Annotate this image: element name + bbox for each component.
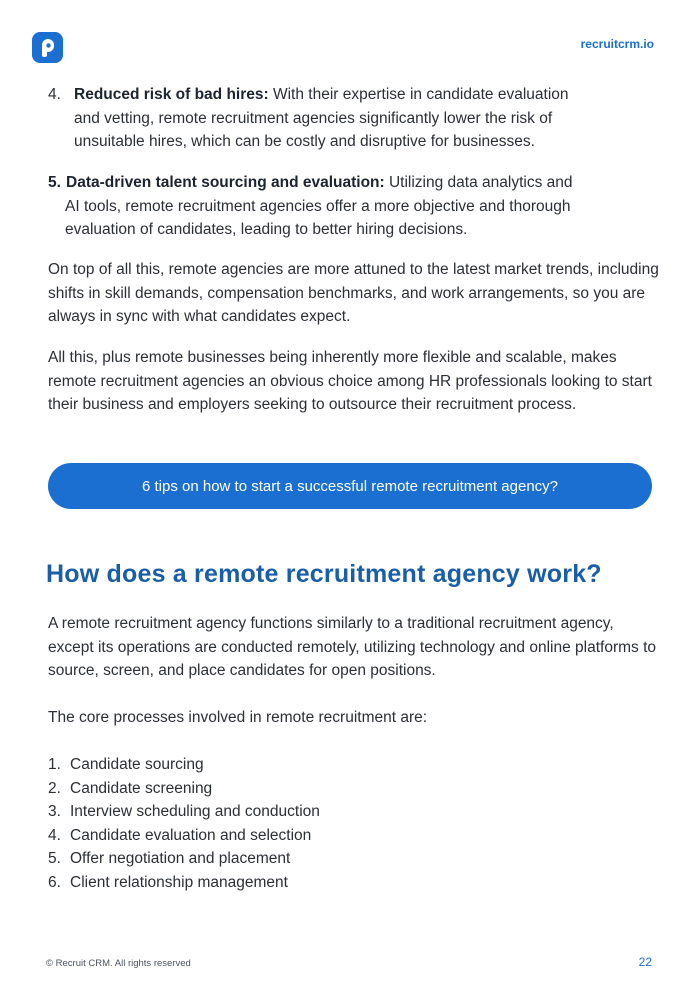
process-list <box>48 753 320 894</box>
copyright: © Recruit CRM. All rights reserved <box>46 958 191 969</box>
site-url[interactable]: recruitcrm.io <box>580 37 654 51</box>
list-item: 2. Candidate screening <box>48 779 213 797</box>
section-title: How does a remote recruitment agency work? <box>46 560 602 588</box>
paragraph: On top of all this, remote agencies are more attuned to the latest market trends, including shifts in skill demands, compensation benchmarks, and work arrangements, so you are always in sync with what candidates expect. <box>48 261 659 325</box>
item-text-line: AI tools, remote recruitment agencies offer a more objective and thorough <box>65 197 571 215</box>
item-text-line: With their expertise in candidate evaluation <box>268 86 569 103</box>
page-number: 22 <box>638 955 652 969</box>
paragraph: All this, plus remote businesses being inherently more flexible and scalable, makes remote recruitment agencies an obvious choice among HR professionals looking to start their business and employers seeking to outsource their recruitment process. <box>48 349 652 413</box>
item-text-line: evaluation of candidates, leading to better hiring decisions. <box>65 221 468 238</box>
cta-button[interactable]: 6 tips on how to start a successful remote recruitment agency? <box>48 463 652 509</box>
list-item: 5. Offer negotiation and placement <box>48 850 291 867</box>
list-item <box>48 83 569 154</box>
item-number: 5. <box>48 174 61 191</box>
item-text-line: and vetting, remote recruitment agencies significantly lower the risk of <box>74 109 553 127</box>
list-item: 4. Candidate evaluation and selection <box>48 826 312 844</box>
section-lead: The core processes involved in remote recruitment are: <box>48 709 428 726</box>
item-bold-heading: Reduced risk of bad hires: <box>74 86 269 103</box>
section-intro: A remote recruitment agency functions similarly to a traditional recruitment agency, except its operations are conducted remotely, utilizing technology and online platforms to source, screen, and place candidates for open positions. <box>48 615 657 679</box>
item-bold-heading: Data-driven talent sourcing and evaluation: <box>66 174 385 191</box>
recruitcrm-logo-icon <box>32 32 63 63</box>
list-item: 3. Interview scheduling and conduction <box>48 803 320 820</box>
list-item: 1. Candidate sourcing <box>48 756 204 773</box>
list-item <box>48 171 573 242</box>
list-item: 6. Client relationship management <box>48 873 288 891</box>
item-number: 4. <box>48 86 61 103</box>
item-text-line: unsuitable hires, which can be costly and disruptive for businesses. <box>74 133 535 150</box>
item-text-line: Utilizing data analytics and <box>384 174 573 191</box>
